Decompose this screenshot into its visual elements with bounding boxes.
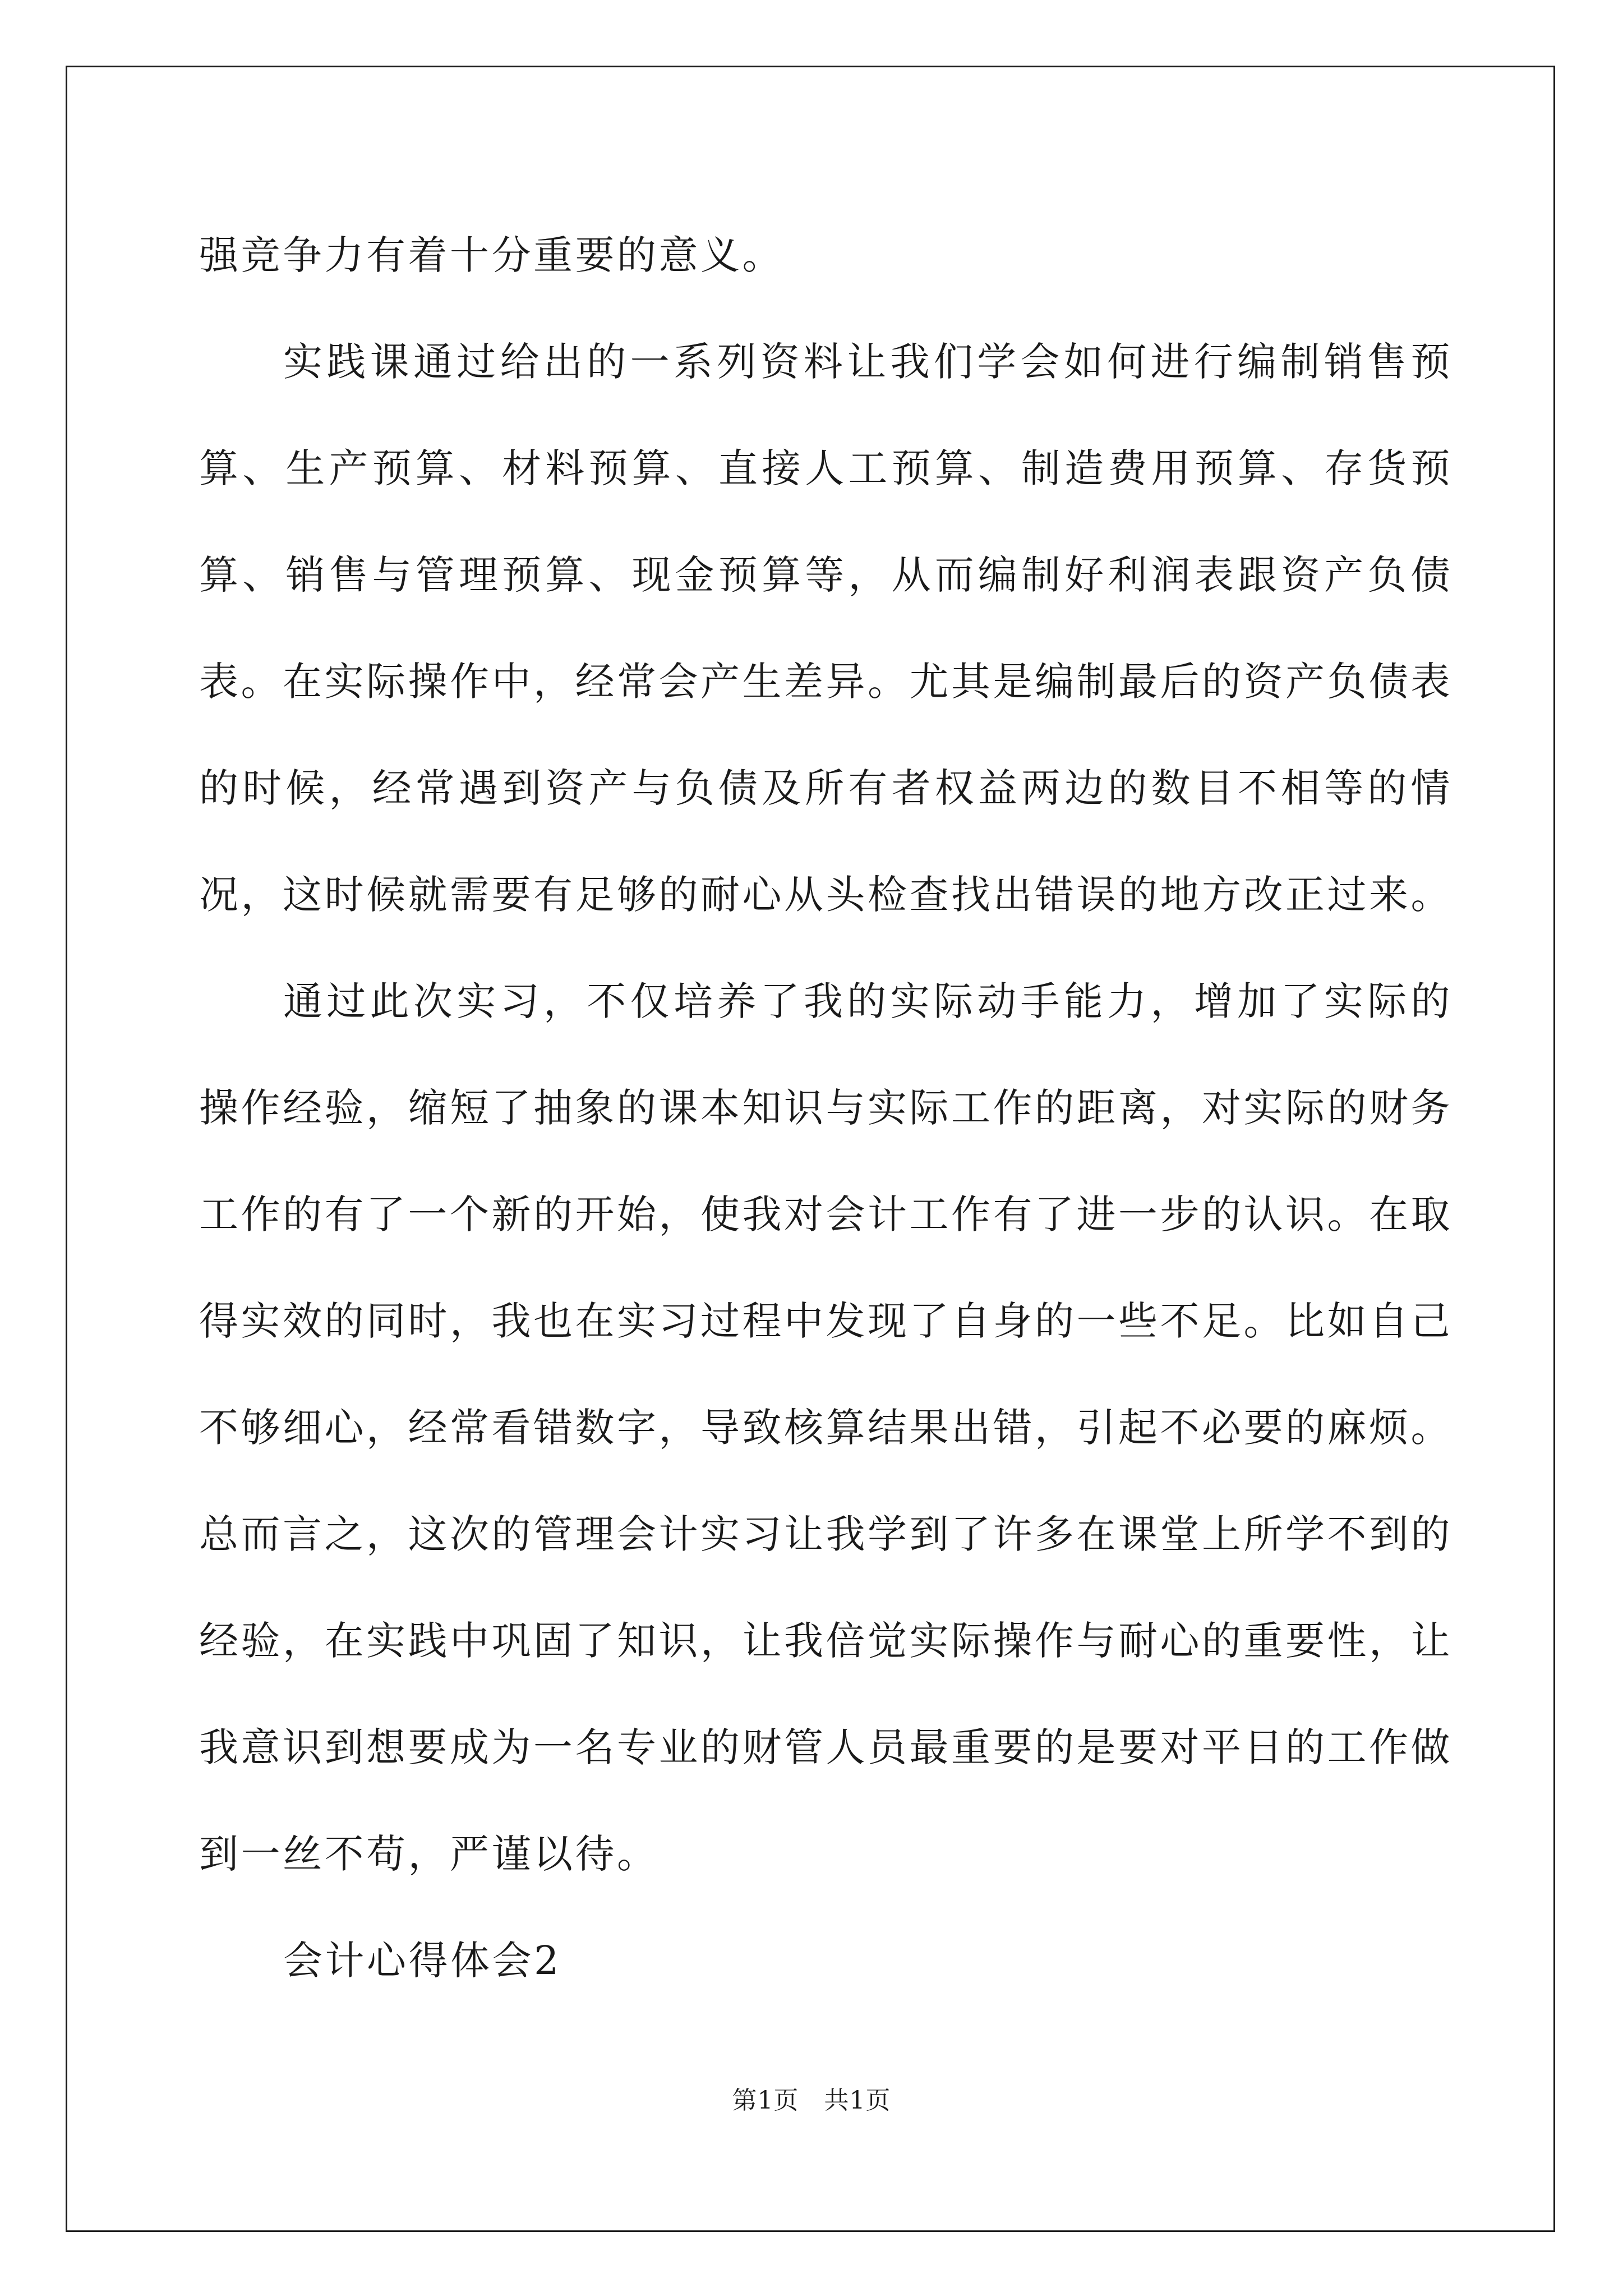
paragraph-3: 通过此次实习，不仅培养了我的实际动手能力，增加了实际的操作经验，缩短了抽象的课本知识与实际工作的距离，对实际的财务工作的有了一个新的开始，使我对会计工作有了进一步的认识。在取得实效的同时，我也在实习过程中发现了自身的一些不足。比如自己不够细心，经常看错数字，导致核算结果出错，引起不必要的麻烦。总而言之，这次的管理会计实习让我学到了许多在课堂上所学不到的经验，在实践中巩固了知识，让我倍觉实际操作与耐心的重要性，让我意识到想要成为一名专业的财管人员最重要的是要对平日的工作做到一丝不苟，严谨以待。	[199, 978, 1453, 1877]
page-footer: 第1页 共1页	[732, 2086, 891, 2115]
paragraph-1: 强竞争力有着十分重要的意义。	[199, 232, 784, 278]
section-heading: 会计心得体会2	[283, 1938, 562, 1984]
document-body	[199, 202, 1453, 2014]
paragraph-2: 实践课通过给出的一系列资料让我们学会如何进行编制销售预算、生产预算、材料预算、直接人工预算、制造费用预算、存货预算、销售与管理预算、现金预算等，从而编制好利润表跟资产负债表。在实际操作中，经常会产生差异。尤其是编制最后的资产负债表的时候，经常遇到资产与负债及所有者权益两边的数目不相等的情况，这时候就需要有足够的耐心从头检查找出错误的地方改正过来。	[199, 339, 1453, 918]
